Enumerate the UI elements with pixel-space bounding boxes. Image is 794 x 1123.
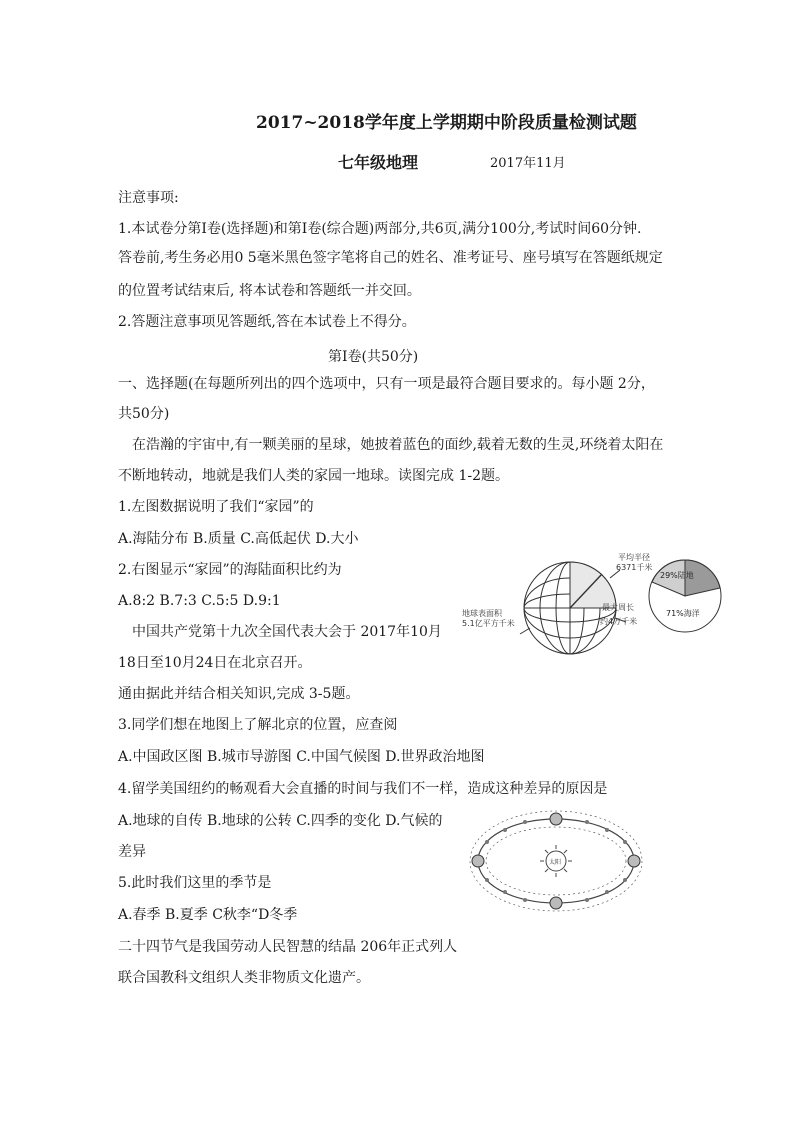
question-3-options: A.中国政区图 B.城市导游图 C.中国气候图 D.世界政治地图 [118, 749, 485, 765]
passage1-line-1: 在浩瀚的宇宙中,有一颗美丽的星球，她披着蓝色的面纱,载着无数的生灵,环绕着太阳在 [132, 437, 664, 453]
notice-line-1: 1.本试卷分第Ⅰ卷(选择题)和第Ⅰ卷(综合题)两部分,共6页,满分100分,考试时间60分钟. [118, 221, 642, 237]
notice-line-2: 答卷前,考生务必用0 5毫米黑色签字笔将自己的姓名、准考证号、座号填写在答题纸规定 [118, 250, 663, 266]
question-4-options-cont: 差异 [118, 844, 146, 860]
question-1-stem: 1.左图数据说明了我们“家园”的 [118, 499, 314, 515]
notice-heading: 注意事项: [118, 190, 179, 206]
section-instruction-1: 一、选择题(在每题所列出的四个选项中，只有一项是最符合题目要求的。每小题 2分， [118, 376, 655, 392]
question-4-stem: 4.留学美国纽约的畅观看大会直播的时间与我们不一样，造成这种差异的原因是 [118, 781, 608, 797]
sun-label: 太阳 [549, 859, 562, 866]
passage2-line-3: 通由据此并结合相关知识,完成 3-5题。 [118, 686, 360, 702]
section-instruction-2: 共50分) [118, 406, 170, 422]
question-4-options: A.地球的自传 B.地球的公转 C.四季的变化 D.气候的 [118, 813, 443, 829]
passage2-line-2: 18日至10月24日在北京召开。 [118, 655, 312, 671]
orbit-figure-svg [465, 800, 647, 922]
earth-figure-svg [460, 548, 730, 658]
orbit-figure [465, 800, 647, 922]
question-5-options: A.春季 B.夏季 C秋李“D冬季 [118, 907, 298, 923]
notice-line-4: 2.答题注意事项见答题纸,答在本试卷上不得分。 [118, 314, 416, 330]
passage3-line-1: 二十四节气是我国劳动人民智慧的结晶 206年正式列人 [118, 939, 458, 955]
circumference-label-2: 约4万千米 [600, 617, 638, 626]
passage3-line-2: 联合国教科文组织人类非物质文化遗产。 [118, 970, 370, 986]
ocean-label: 71%海洋 [666, 609, 700, 618]
passage2-line-1: 中国共产党第十九次全国代表大会于 2017年10月 [132, 624, 442, 640]
passage1-line-2: 不断地转动，地就是我们人类的家园一地球。读图完成 1-2题。 [118, 468, 509, 484]
earth-figure [460, 548, 730, 658]
question-5-stem: 5.此时我们这里的季节是 [118, 875, 272, 891]
area-label-2: 5.1亿平方千米 [462, 619, 515, 628]
notice-line-3: 的位置考试结束后, 将本试卷和答题纸一并交回。 [118, 283, 421, 299]
exam-title: 2017~2018学年度上学期期中阶段质量检测试题 [256, 113, 637, 133]
section-heading: 第Ⅰ卷(共50分) [328, 349, 419, 365]
question-2-stem: 2.右图显示“家园”的海陆面积比约为 [118, 562, 342, 578]
question-1-options: A.海陆分布 B.质量 C.高低起伏 D.大小 [118, 531, 359, 547]
exam-date: 2017年11月 [490, 156, 566, 171]
land-label: 29%陆地 [660, 571, 694, 580]
circumference-label-1: 最大周长 [602, 603, 634, 612]
area-label-1: 地球表面积 [462, 609, 502, 618]
radius-label-2: 6371千米 [616, 563, 653, 572]
radius-label-1: 平均半径 [618, 553, 650, 562]
exam-subject: 七年级地理 [338, 153, 419, 172]
question-2-options: A.8:2 B.7:3 C.5:5 D.9:1 [118, 593, 281, 609]
question-3-stem: 3.同学们想在地图上了解北京的位置，应查阅 [118, 717, 398, 733]
